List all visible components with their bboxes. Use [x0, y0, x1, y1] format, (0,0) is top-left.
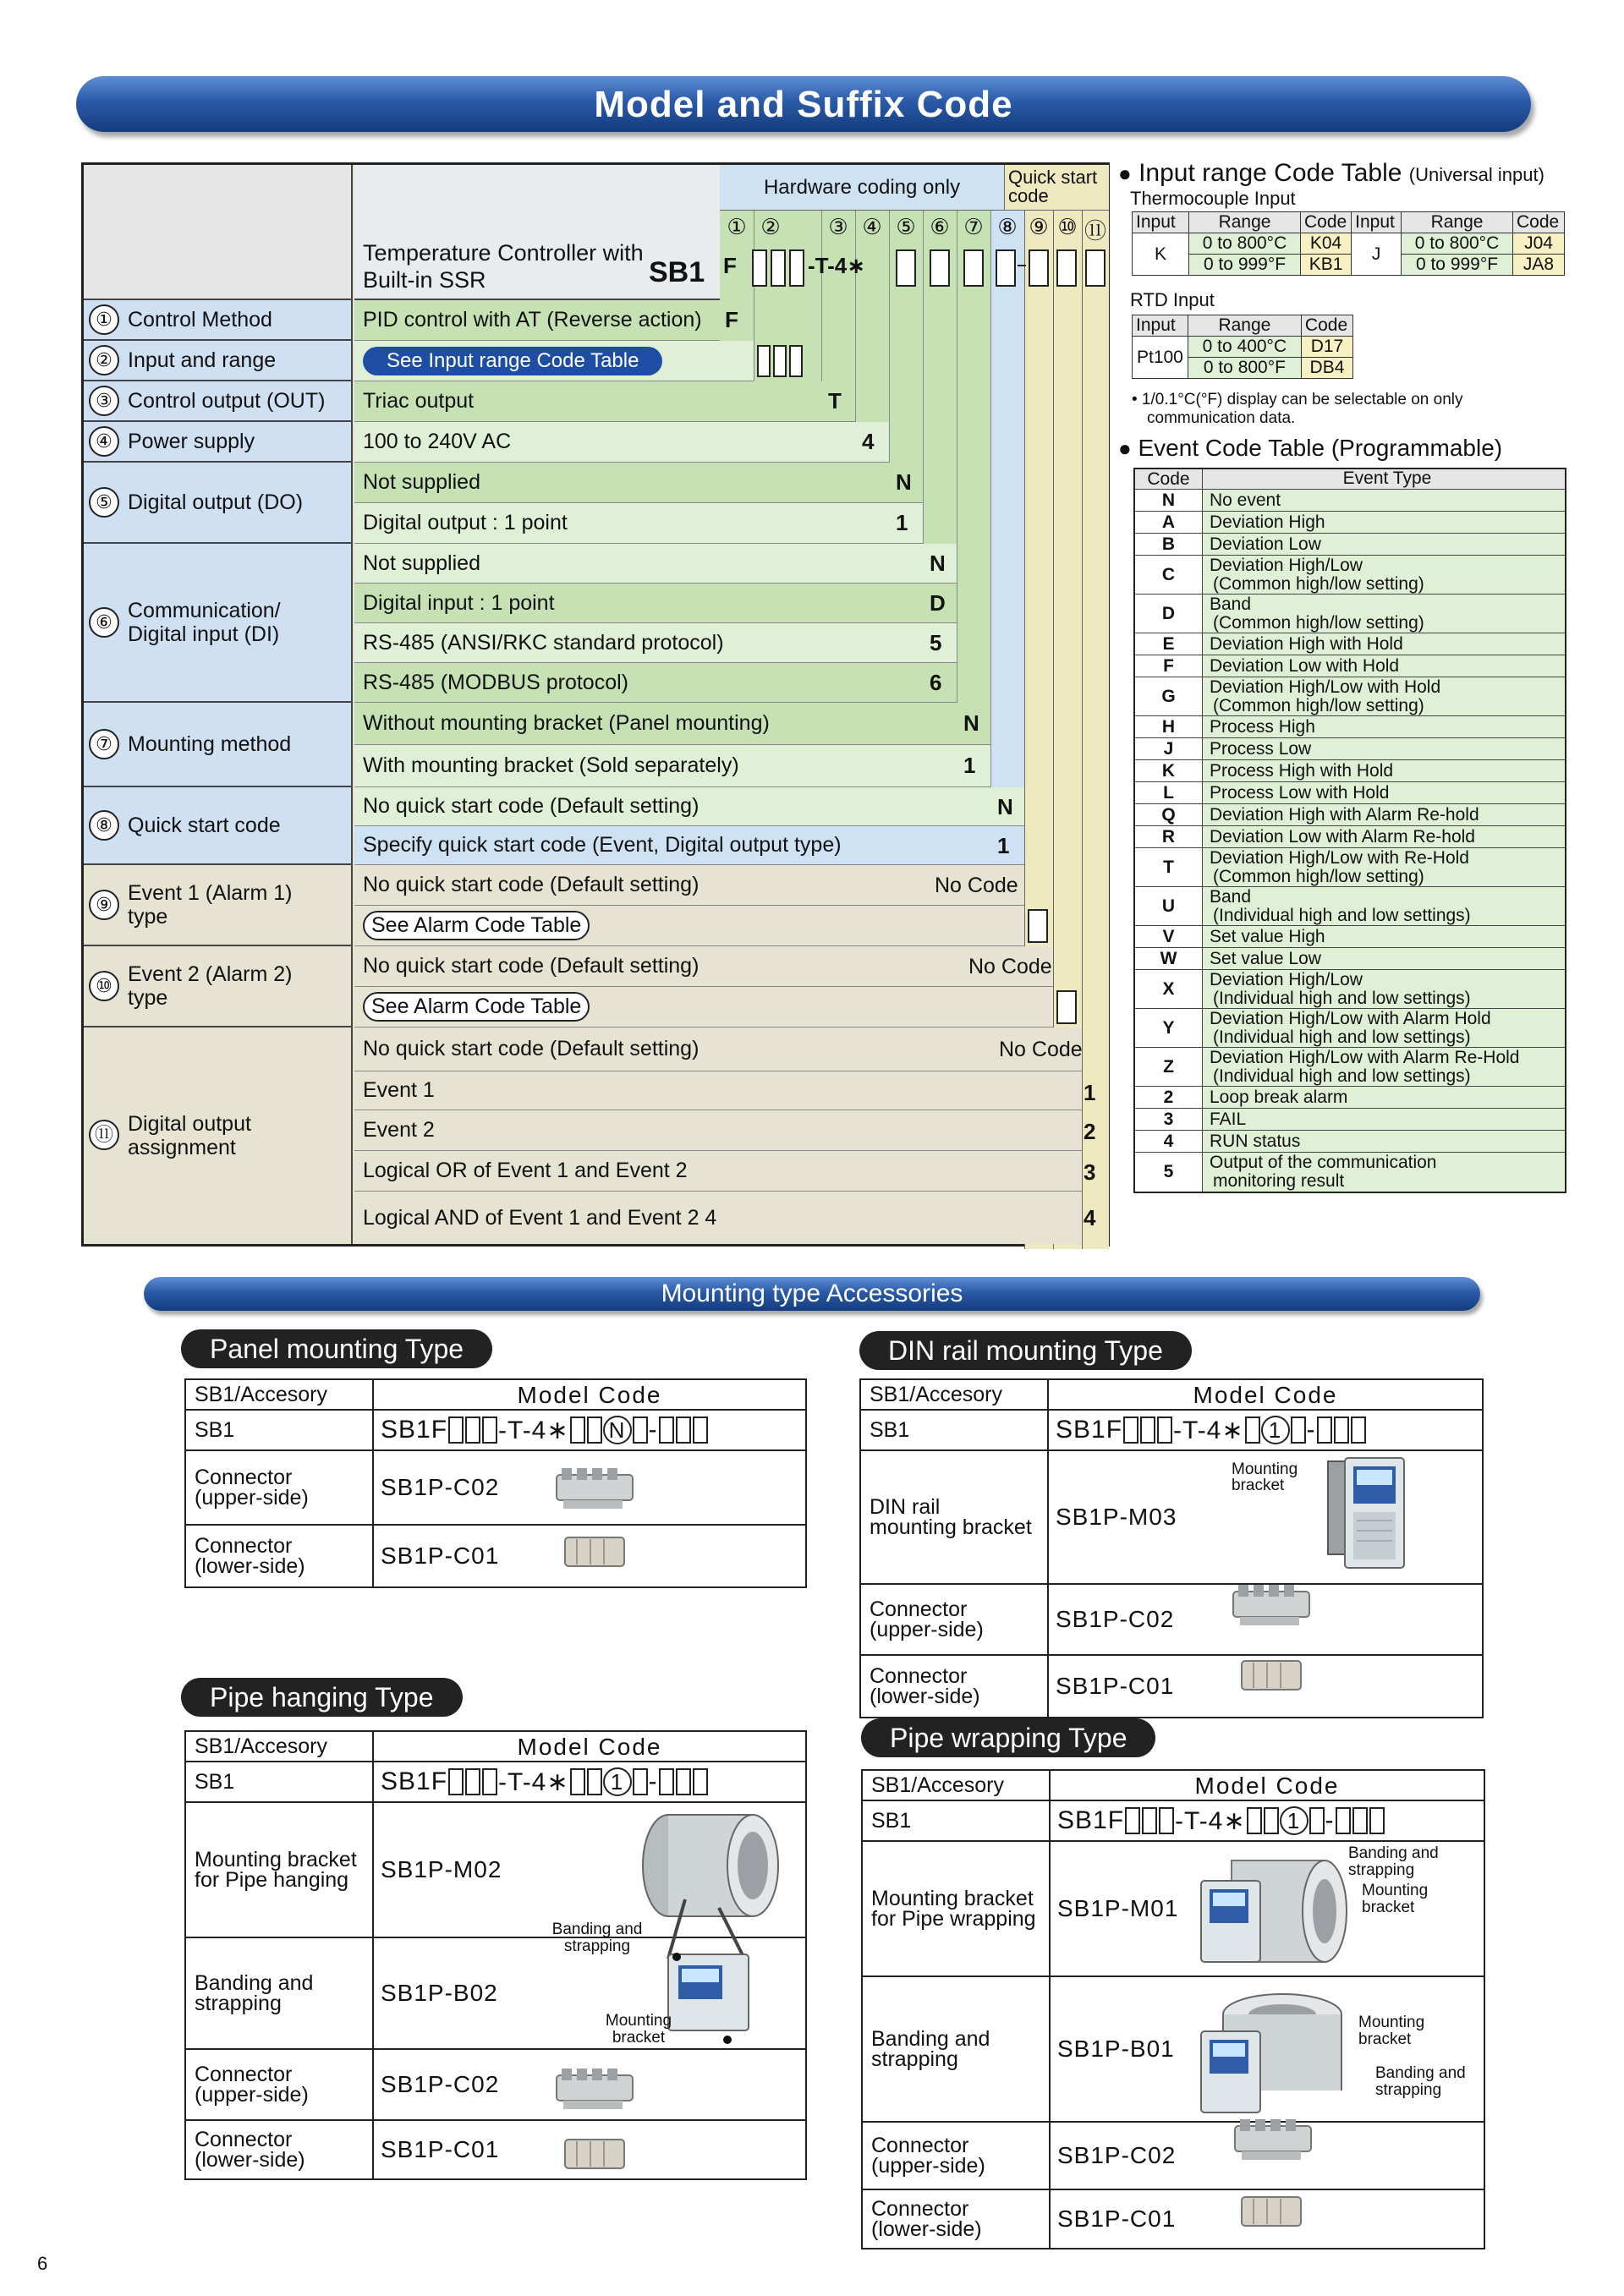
option: RS-485 (MODBUS protocol): [354, 663, 957, 703]
event-type: [1203, 512, 1565, 533]
code-box: [1028, 909, 1048, 943]
event-type: [1203, 534, 1565, 555]
code-box: [752, 249, 767, 287]
option: No quick start code (Default setting): [354, 865, 1024, 906]
code-box: [771, 249, 786, 287]
rtd-title: RTD Input: [1130, 289, 1215, 310]
option-code: F: [725, 307, 738, 332]
bracket-note: Mounting bracket: [1362, 1882, 1429, 1916]
code-box: [1029, 249, 1049, 287]
banding-note-2: Banding and strapping: [1375, 2064, 1466, 2099]
event-row: [1135, 595, 1565, 633]
option-code: 1: [963, 753, 976, 778]
event-row: [1135, 1153, 1565, 1192]
event-type-text: Process Low: [1210, 738, 1312, 759]
option-code: 1: [1084, 1080, 1096, 1105]
event-type: [1203, 926, 1565, 947]
event-code: T: [1135, 848, 1203, 886]
option: RS-485 (ANSI/RKC standard protocol): [354, 623, 957, 663]
event-code: U: [1135, 887, 1203, 925]
model-code: SB1F -T-4∗ N -: [374, 1411, 709, 1449]
event-row: [1135, 848, 1565, 887]
event-type-text: Set value High: [1210, 926, 1325, 946]
event-row: [1135, 534, 1565, 556]
event-row: [1135, 677, 1565, 716]
option: Specify quick start code (Event, Digital output type): [354, 826, 1024, 865]
option: Digital output : 1 point: [354, 503, 923, 544]
input-range-note: • 1/0.1°C(°F) display can be selectable on only communication data.: [1132, 391, 1463, 427]
option-code: 5: [930, 630, 942, 655]
event-code-table: Code Event Type N No event A Deviation High B Deviation Low C Deviation High/Low (Common high/low setting) D Band (Common high/low setting) E Deviation High with Hold F Deviation Low with Hold G Deviation High/Low with Hold (Common high/low setting) H Process High J Process Low K Process High with Hold L Process Low with Hold Q Deviation High with Alarm Re-hold R Deviation Low with Alarm Re-hold T Deviation High/Low with Re-Hold (Common high/low setting) U Band (Individual high and low settings) V Set value High W Set value Low X Deviation High/Low (Individual high and low settings) Y Deviation High/Low with Alarm Hold (Individual high and low settings) Z Deviation High/Low with Alarm Re-Hold (Individual high and low settings) 2 Loop break alarm 3 FAIL 4 RUN status 5 Output of the communication monitoring result: [1133, 468, 1566, 1193]
pipe-wrapping-title: Pipe wrapping Type: [861, 1718, 1155, 1757]
banding-note: Banding and strapping: [1348, 1844, 1439, 1879]
event-row: [1135, 804, 1565, 826]
option: [354, 341, 754, 381]
event-row: [1135, 1048, 1565, 1087]
thermocouple-title: Thermocouple Input: [1130, 188, 1296, 209]
option-code: 6: [930, 670, 942, 695]
event-type-text: Process High: [1210, 716, 1315, 737]
event-type-text: Output of the communication: [1210, 1153, 1437, 1172]
event-type-subtext: monitoring result: [1213, 1171, 1345, 1191]
option: No quick start code (Default setting): [354, 787, 1024, 826]
event-code: F: [1135, 655, 1203, 677]
dash: [1018, 265, 1026, 266]
code-box: [896, 249, 916, 287]
event-row: [1135, 970, 1565, 1009]
event-row: [1135, 826, 1565, 848]
event-type-text: Deviation High/Low with Alarm Re-Hold: [1210, 1047, 1520, 1067]
option: Triac output: [354, 381, 855, 422]
event-type: [1203, 970, 1565, 1008]
event-type-text: Deviation High: [1210, 512, 1325, 532]
code-box: [757, 345, 771, 377]
option: Not supplied: [354, 544, 957, 584]
option-code: N: [930, 551, 946, 576]
event-type-subtext: (Individual high and low settings): [1213, 988, 1471, 1008]
event-type: [1203, 738, 1565, 759]
event-row: [1135, 1109, 1565, 1131]
column-numbers: ① ② ③ ④ ⑤ ⑥ ⑦ ⑧ ⑨ ⑩ ⑪: [727, 214, 1106, 244]
event-code: G: [1135, 677, 1203, 715]
accessories-title: Mounting type Accessories: [661, 1280, 963, 1307]
connector-upper-icon: [1230, 2114, 1323, 2165]
event-row: [1135, 633, 1565, 655]
code-box: [1085, 249, 1106, 287]
event-type-text: Process Low with Hold: [1210, 782, 1390, 803]
event-type: [1203, 655, 1565, 677]
option: PID control with AT (Reverse action): [354, 300, 720, 341]
connector-upper-icon: [551, 1463, 645, 1514]
pipe-hanging-table: SB1/Accesory Model Code SB1 SB1F -T-4∗ 1 - Mounting bracket for Pipe hanging SB1P-M02 Banding and strapping SB1P-B02 Connector (upper-side) SB1P-C02 Connector (lower-side) SB1P-C01: [184, 1730, 807, 2180]
see-alarm-code-link[interactable]: See Alarm Code Table: [363, 992, 590, 1022]
event-type-subtext: (Common high/low setting): [1213, 695, 1424, 715]
event-type: [1203, 760, 1565, 781]
event-type: [1203, 1109, 1565, 1130]
option: Logical AND of Event 1 and Event 2 4: [354, 1192, 1082, 1244]
event-code: 2: [1135, 1087, 1203, 1108]
event-type: [1203, 848, 1565, 886]
event-type: [1203, 887, 1565, 925]
event-code: V: [1135, 926, 1203, 947]
code-box: [789, 249, 804, 287]
event-type: [1203, 1087, 1565, 1108]
event-type: [1203, 595, 1565, 633]
header-blank: [84, 165, 353, 300]
event-type: [1203, 1153, 1565, 1192]
event-code: R: [1135, 826, 1203, 847]
row-communication: ⑥ Communication/ Digital input (DI): [84, 544, 353, 703]
connector-lower-icon: [560, 2131, 636, 2178]
page-title: Model and Suffix Code: [594, 84, 1013, 125]
event-code: L: [1135, 782, 1203, 803]
event-code: A: [1135, 512, 1203, 533]
model-code: SB1F -T-4∗ 1 -: [1049, 1411, 1367, 1449]
option: Logical OR of Event 1 and Event 2: [354, 1151, 1082, 1192]
event-type: [1203, 826, 1565, 847]
option: Without mounting bracket (Panel mounting): [354, 703, 990, 745]
option-code: No Code: [935, 874, 1018, 897]
event-row: [1135, 1131, 1565, 1153]
event-type-text: Deviation High with Alarm Re-hold: [1210, 804, 1479, 825]
event-row: [1135, 760, 1565, 782]
event-type: [1203, 716, 1565, 737]
option-code: No Code: [968, 955, 1052, 978]
option-code: T: [828, 388, 842, 414]
event-row: [1135, 512, 1565, 534]
event-code: W: [1135, 948, 1203, 969]
thermocouple-table: Input Range Code Input Range Code K 0 to 800°C K04 J 0 to 800°C J04 0 to 999°F KB1 0 to 999°F JA8: [1132, 211, 1565, 276]
event-type-subtext: (Common high/low setting): [1213, 573, 1424, 594]
option: [354, 987, 1053, 1027]
event-code: 3: [1135, 1109, 1203, 1130]
event-type-text: Deviation Low: [1210, 534, 1321, 554]
connector-lower-icon: [1237, 2189, 1313, 2236]
event-type: [1203, 804, 1565, 825]
row-digital-output-assignment: ⑪ Digital output assignment: [84, 1027, 353, 1244]
connector-lower-icon: [1237, 1652, 1313, 1700]
row-control-output: ③ Control output (OUT): [84, 381, 353, 422]
quick-start-header: Quick start code: [1004, 165, 1109, 211]
din-rail-table: SB1/Accesory Model Code SB1 SB1F -T-4∗ 1 - DIN rail mounting bracket SB1P-M03 Connector (upper-side) SB1P-C02 Connector (lower-side) SB1P-C01: [859, 1378, 1484, 1718]
event-type-text: Deviation High with Hold: [1210, 633, 1403, 654]
option: Event 2: [354, 1110, 1082, 1151]
event-type: [1203, 633, 1565, 655]
model-prefix: SB1: [649, 256, 705, 288]
event-row: [1135, 1009, 1565, 1048]
hardware-coding-header: Hardware coding only: [720, 165, 1004, 211]
option: Event 1: [354, 1071, 1082, 1110]
pipe-wrapping-illustration-1: [1198, 1844, 1350, 1979]
event-type-text: No event: [1210, 490, 1281, 510]
event-code: E: [1135, 633, 1203, 655]
event-type: [1203, 677, 1565, 715]
page-number: 6: [37, 2253, 48, 2274]
banding-note: Banding and strapping: [551, 1921, 643, 1955]
code-box: [1056, 990, 1077, 1024]
product-description: Temperature Controller with Built-in SSR: [363, 240, 644, 293]
row-event-2: ⑩ Event 2 (Alarm 2) type: [84, 946, 353, 1027]
event-row: [1135, 655, 1565, 677]
pipe-wrapping-table: SB1/Accesory Model Code SB1 SB1F -T-4∗ 1 - Mounting bracket for Pipe wrapping SB1P-M01 Banding and strapping SB1P-B01 Connector (upper-side) SB1P-C02 Connector (lower-side) SB1P-C01: [861, 1769, 1485, 2249]
code-box: [963, 249, 984, 287]
code-t4: -T-4∗: [808, 253, 866, 278]
panel-mounting-table: SB1/Accesory Model Code SB1 SB1F -T-4∗ N - Connector (upper-side) SB1P-C02 Connector (lower-side) SB1P-C01: [184, 1378, 807, 1588]
row-control-method: ① Control Method: [84, 300, 353, 341]
option: 100 to 240V AC: [354, 422, 889, 463]
event-code: Q: [1135, 804, 1203, 825]
event-type-subtext: (Common high/low setting): [1213, 612, 1424, 633]
event-row: [1135, 1087, 1565, 1109]
row-digital-output: ⑤ Digital output (DO): [84, 463, 353, 544]
event-code: B: [1135, 534, 1203, 555]
row-quick-start: ⑧ Quick start code: [84, 787, 353, 865]
event-type-text: Deviation Low with Hold: [1210, 655, 1400, 676]
event-type-text: Process High with Hold: [1210, 760, 1394, 781]
event-type-text: Deviation High/Low: [1210, 969, 1363, 989]
code-box: [996, 249, 1016, 287]
event-type: [1203, 1009, 1565, 1047]
connector-upper-icon: [1228, 1580, 1321, 1630]
event-type-text: Deviation Low with Alarm Re-hold: [1210, 826, 1475, 847]
pipe-wrapping-illustration-2: [1198, 1989, 1350, 2116]
event-code: C: [1135, 556, 1203, 594]
model-code-table: [81, 162, 1110, 1247]
row-event-1: ⑨ Event 1 (Alarm 1) type: [84, 865, 353, 946]
option: [354, 906, 1024, 946]
event-type: [1203, 948, 1565, 969]
panel-mounting-title: Panel mounting Type: [181, 1329, 492, 1368]
code-box: [773, 345, 787, 377]
option: With mounting bracket (Sold separately): [354, 745, 990, 787]
option-code: No Code: [999, 1038, 1083, 1061]
bracket-note-2: Mounting bracket: [1358, 2014, 1425, 2048]
connector-upper-icon: [551, 2063, 645, 2114]
event-type: [1203, 490, 1565, 511]
event-table-title: ● Event Code Table (Programmable): [1118, 435, 1503, 461]
option-code: 3: [1084, 1159, 1096, 1185]
event-code: H: [1135, 716, 1203, 737]
event-row: [1135, 948, 1565, 970]
code-box: [930, 249, 950, 287]
code-box: [789, 345, 803, 377]
event-row: [1135, 556, 1565, 595]
event-row: [1135, 887, 1565, 926]
din-rail-controller-icon: [1320, 1453, 1413, 1580]
event-code: J: [1135, 738, 1203, 759]
option: Not supplied: [354, 463, 923, 503]
din-rail-title: DIN rail mounting Type: [859, 1331, 1192, 1370]
din-bracket-note: Mounting bracket: [1232, 1460, 1298, 1494]
event-type-text: Set value Low: [1210, 948, 1321, 968]
event-code: 5: [1135, 1153, 1203, 1192]
event-type-subtext: (Individual high and low settings): [1213, 905, 1471, 925]
event-type-text: Loop break alarm: [1210, 1087, 1348, 1107]
event-type-text: Deviation High/Low with Alarm Hold: [1210, 1008, 1491, 1028]
event-type-text: Deviation High/Low with Hold: [1210, 677, 1441, 697]
option-code: N: [997, 794, 1013, 819]
event-type: [1203, 556, 1565, 594]
pipe-hanging-title: Pipe hanging Type: [181, 1678, 463, 1717]
event-type-subtext: (Individual high and low settings): [1213, 1066, 1471, 1086]
event-code: K: [1135, 760, 1203, 781]
option-code: D: [930, 590, 946, 616]
rtd-table: Input Range Code Pt100 0 to 400°C D17 0 to 800°F DB4: [1132, 315, 1353, 379]
option: Digital input : 1 point: [354, 584, 957, 623]
option-code: 4: [1084, 1205, 1096, 1230]
row-power-supply: ④ Power supply: [84, 422, 353, 463]
option: No quick start code (Default setting): [354, 946, 1053, 987]
event-type: [1203, 782, 1565, 803]
row-mounting-method: ⑦ Mounting method: [84, 703, 353, 787]
model-code: SB1F -T-4∗ 1 -: [1051, 1801, 1385, 1840]
event-row: [1135, 782, 1565, 804]
event-type: [1203, 1131, 1565, 1152]
code-box: [1056, 249, 1077, 287]
event-type-subtext: (Individual high and low settings): [1213, 1027, 1471, 1047]
event-row: [1135, 738, 1565, 760]
code-f: F: [723, 253, 737, 278]
event-row: [1135, 716, 1565, 738]
event-type: [1203, 1048, 1565, 1086]
see-alarm-code-link[interactable]: See Alarm Code Table: [363, 911, 590, 940]
model-code: SB1F -T-4∗ 1 -: [374, 1762, 709, 1801]
option: No quick start code (Default setting): [354, 1027, 1082, 1071]
event-code: N: [1135, 490, 1203, 511]
option-code: 4: [862, 429, 875, 454]
event-code: Z: [1135, 1048, 1203, 1086]
event-type-subtext: (Common high/low setting): [1213, 866, 1424, 886]
event-type-text: FAIL: [1210, 1109, 1247, 1129]
event-row: [1135, 926, 1565, 948]
see-input-range-link[interactable]: See Input range Code Table: [363, 347, 662, 375]
event-code: X: [1135, 970, 1203, 1008]
event-row: [1135, 490, 1565, 512]
option-code: 1: [896, 510, 908, 535]
bracket-note: Mounting bracket: [605, 2012, 672, 2047]
event-type-text: RUN status: [1210, 1131, 1301, 1151]
event-type-text: Deviation High/Low: [1210, 555, 1363, 575]
event-code: Y: [1135, 1009, 1203, 1047]
input-range-title: ● Input range Code Table (Universal input): [1118, 159, 1544, 187]
option-code: N: [963, 710, 979, 736]
event-type-text: Deviation High/Low with Re-Hold: [1210, 847, 1469, 868]
option-code: N: [896, 469, 912, 495]
event-type-text: Band: [1210, 886, 1252, 907]
row-input-range: ② Input and range: [84, 341, 353, 381]
connector-lower-icon: [560, 1529, 636, 1576]
event-code: 4: [1135, 1131, 1203, 1152]
option-code: 1: [997, 833, 1010, 858]
option-code: 2: [1084, 1119, 1096, 1144]
event-type-text: Band: [1210, 594, 1252, 614]
event-code: D: [1135, 595, 1203, 633]
